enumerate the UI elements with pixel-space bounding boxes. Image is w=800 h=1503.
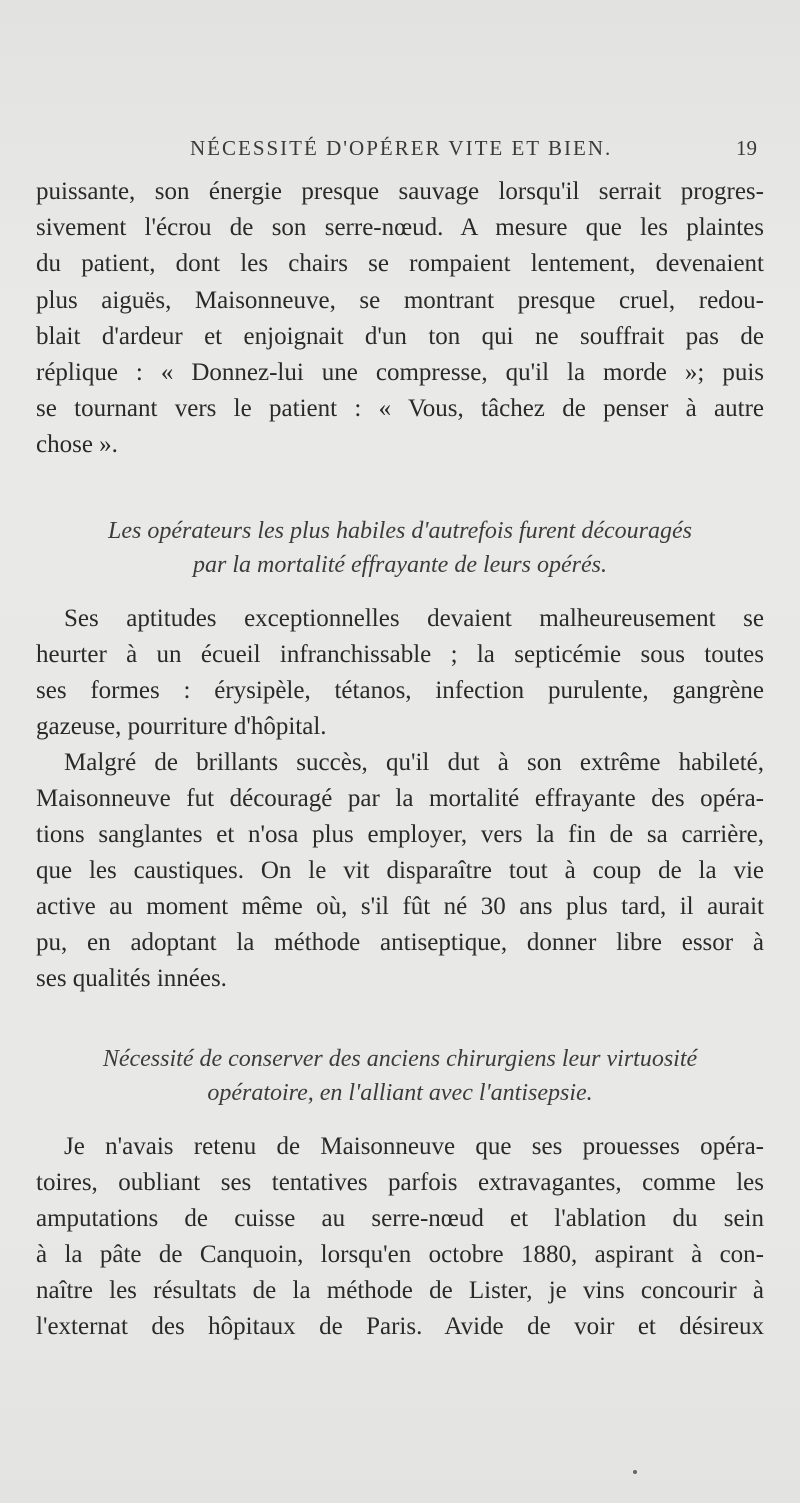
text-line: active au moment même où, s'il fût né 30 ans plus tard, il aurait xyxy=(36,893,764,920)
paper-speck xyxy=(633,1470,637,1474)
text-line: toires, oubliant ses tentatives parfois extravagantes, comme les xyxy=(36,1169,764,1196)
text-line: Je n'avais retenu de Maisonneuve que ses prouesses opéra- xyxy=(64,1133,764,1160)
text-line: chose ». xyxy=(36,431,118,458)
text-line: l'externat des hôpitaux de Paris. Avide de voir et désireux xyxy=(36,1313,764,1340)
text-line: heurter à un écueil infranchissable ; la septicémie sous toutes xyxy=(36,641,764,668)
text-line: réplique : « Donnez-lui une compresse, qu'il la morde »; puis xyxy=(36,359,764,386)
text-line: Maisonneuve fut découragé par la mortalité effrayante des opéra- xyxy=(36,785,764,812)
text-line: Ses aptitudes exceptionnelles devaient malheureusement se xyxy=(64,605,764,632)
text-line: du patient, dont les chairs se rompaient lentement, devenaient xyxy=(36,250,764,277)
text-line: tions sanglantes et n'osa plus employer, vers la fin de sa carrière, xyxy=(36,821,764,848)
text-line: puissante, son énergie presque sauvage lorsqu'il serrait progres- xyxy=(36,178,764,205)
text-line: plus aiguës, Maisonneuve, se montrant presque cruel, redou- xyxy=(36,287,764,314)
heading-line: Les opérateurs les plus habiles d'autrefois furent découragés xyxy=(108,518,692,544)
text-line: amputations de cuisse au serre-nœud et l'ablation du sein xyxy=(36,1205,764,1232)
text-line: naître les résultats de la méthode de Lister, je vins concourir à xyxy=(36,1277,764,1304)
text-line: sivement l'écrou de son serre-nœud. A mesure que les plaintes xyxy=(36,214,764,241)
text-line: à la pâte de Canquoin, lorsqu'en octobre 1880, aspirant à con- xyxy=(36,1241,764,1268)
text-line: que les caustiques. On le vit disparaître tout à coup de la vie xyxy=(36,857,764,884)
text-line: Malgré de brillants succès, qu'il dut à son extrême habileté, xyxy=(64,749,764,776)
page-number: 19 xyxy=(736,136,757,160)
text-line: blait d'ardeur et enjoignait d'un ton qui ne souffrait pas de xyxy=(36,323,764,350)
text-line: pu, en adoptant la méthode antiseptique, donner libre essor à xyxy=(36,929,764,956)
text-line: ses qualités innées. xyxy=(36,965,227,992)
running-title: NÉCESSITÉ D'OPÉRER VITE ET BIEN. xyxy=(190,136,613,160)
text-line: ses formes : érysipèle, tétanos, infection purulente, gangrène xyxy=(36,677,764,704)
text-line: se tournant vers le patient : « Vous, tâchez de penser à autre xyxy=(36,395,764,422)
heading-line: Nécessité de conserver des anciens chirurgiens leur virtuosité xyxy=(102,1046,698,1072)
text-line: gazeuse, pourriture d'hôpital. xyxy=(36,713,327,740)
heading-line: par la mortalité effrayante de leurs opérés. xyxy=(193,552,607,578)
heading-line: opératoire, en l'alliant avec l'antisepsie. xyxy=(207,1080,593,1106)
running-head xyxy=(0,136,800,170)
